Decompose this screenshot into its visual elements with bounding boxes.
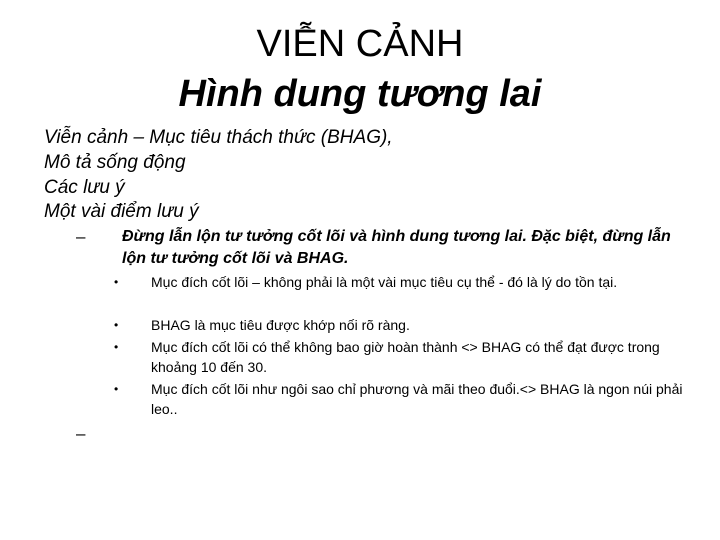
sub-point-text: Đừng lẫn lộn tư tưởng cốt lõi và hình dung tương lai. Đặc biệt, đừng lẫn lộn tư tưởng cốt lõi và BHAG. (122, 228, 671, 267)
dash-marker: – (76, 227, 86, 246)
dash-marker: – (76, 424, 86, 443)
bullet-item: BHAG là mục tiêu được khớp nối rõ ràng. (151, 317, 410, 333)
point-description: Mô tả sống động (44, 152, 186, 173)
bullet-marker: • (114, 382, 119, 396)
slide-title: VIỄN CẢNH (256, 23, 464, 65)
point-some-notes: Một vài điểm lưu ý (44, 201, 199, 222)
bullet-item: Mục đích cốt lõi có thể không bao giờ hoàn thành <> BHAG có thể đạt được trong khoảng 10 đến 30. (151, 339, 660, 375)
bullet-item: Mục đích cốt lõi – không phải là một vài mục tiêu cụ thể - đó là lý do tồn tại. (151, 274, 618, 290)
bullet-marker: • (114, 340, 119, 354)
point-notes: Các lưu ý (44, 177, 125, 198)
slide-subtitle: Hình dung tương lai (178, 73, 542, 115)
bullet-marker: • (114, 318, 119, 332)
point-goal: Viễn cảnh – Mục tiêu thách thức (BHAG), (44, 127, 393, 148)
bullet-marker: • (114, 275, 119, 289)
bullet-item: Mục đích cốt lõi như ngôi sao chỉ phương và mãi theo đuổi.<> BHAG là ngon núi phải leo.. (151, 381, 683, 417)
